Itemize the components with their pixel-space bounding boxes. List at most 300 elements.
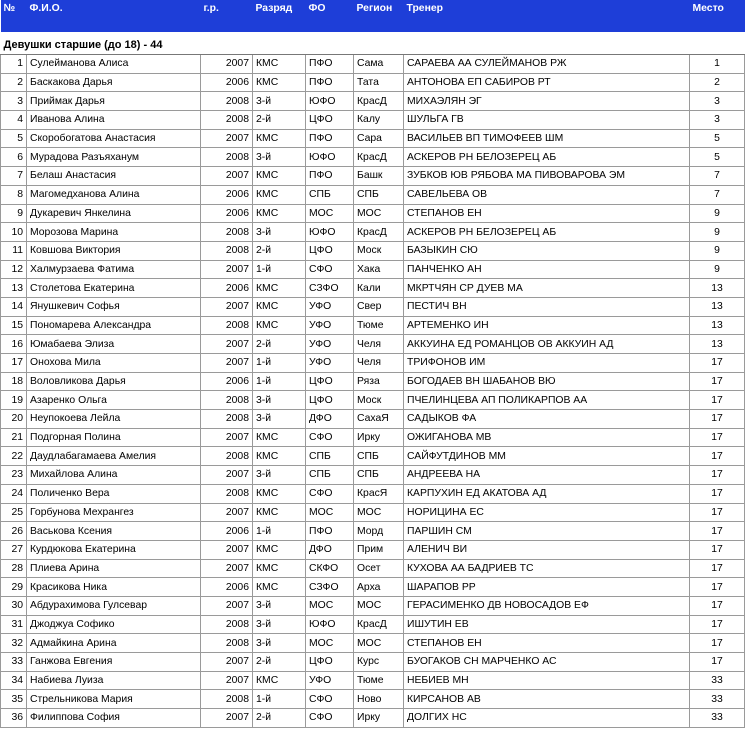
cell-coach: САЙФУТДИНОВ ММ [404, 447, 690, 466]
cell-name: Иванова Алина [27, 111, 201, 130]
table-row [1, 653, 745, 672]
cell-num: 5 [1, 129, 27, 148]
cell-place: 13 [690, 297, 745, 316]
cell-coach: БОГОДАЕВ ВН ШАБАНОВ ВЮ [404, 372, 690, 391]
cell-coach: ДОЛГИХ НС [404, 709, 690, 728]
cell-coach: АРТЕМЕНКО ИН [404, 316, 690, 335]
cell-name: Васькова Ксения [27, 522, 201, 541]
cell-coach: АСКЕРОВ РН БЕЛОЗЕРЕЦ АБ [404, 148, 690, 167]
cell-year: 2007 [201, 260, 253, 279]
cell-rank: КМС [253, 55, 306, 74]
cell-fo: ЦФО [306, 241, 354, 260]
cell-year: 2008 [201, 484, 253, 503]
group-title-row [1, 36, 745, 55]
cell-year: 2006 [201, 204, 253, 223]
cell-place: 17 [690, 540, 745, 559]
cell-num: 10 [1, 223, 27, 242]
cell-coach: КИРСАНОВ АВ [404, 690, 690, 709]
cell-rank: КМС [253, 129, 306, 148]
cell-rank: 2-й [253, 111, 306, 130]
cell-coach: МКРТЧЯН СР ДУЕВ МА [404, 279, 690, 298]
cell-fo: ЦФО [306, 653, 354, 672]
cell-name: Янушкевич Софья [27, 297, 201, 316]
cell-name: Юмабаева Элиза [27, 335, 201, 354]
cell-region: Челя [354, 354, 404, 373]
cell-region: Арха [354, 578, 404, 597]
cell-year: 2007 [201, 559, 253, 578]
cell-rank: 1-й [253, 522, 306, 541]
cell-rank: КМС [253, 279, 306, 298]
cell-name: Мурадова Разъяханум [27, 148, 201, 167]
cell-place: 13 [690, 335, 745, 354]
cell-fo: ЮФО [306, 615, 354, 634]
cell-place: 3 [690, 111, 745, 130]
cell-region: КрасД [354, 92, 404, 111]
table-row [1, 540, 745, 559]
cell-fo: УФО [306, 335, 354, 354]
cell-fo: МОС [306, 596, 354, 615]
cell-place: 17 [690, 391, 745, 410]
table-row [1, 559, 745, 578]
cell-region: Ново [354, 690, 404, 709]
cell-place: 1 [690, 55, 745, 74]
cell-name: Адмайкина Арина [27, 634, 201, 653]
table-row [1, 185, 745, 204]
table-row [1, 129, 745, 148]
cell-place: 17 [690, 447, 745, 466]
cell-fo: ДФО [306, 410, 354, 429]
cell-num: 33 [1, 653, 27, 672]
cell-rank: КМС [253, 540, 306, 559]
cell-name: Горбунова Мехрангез [27, 503, 201, 522]
cell-num: 19 [1, 391, 27, 410]
cell-num: 35 [1, 690, 27, 709]
cell-year: 2008 [201, 391, 253, 410]
cell-region: Ирку [354, 428, 404, 447]
cell-region: СПБ [354, 185, 404, 204]
cell-num: 13 [1, 279, 27, 298]
cell-place: 9 [690, 241, 745, 260]
cell-region: Тюме [354, 316, 404, 335]
cell-num: 21 [1, 428, 27, 447]
cell-region: Сама [354, 55, 404, 74]
cell-region: Прим [354, 540, 404, 559]
cell-rank: КМС [253, 204, 306, 223]
cell-place: 17 [690, 522, 745, 541]
cell-region: Курс [354, 653, 404, 672]
table-row [1, 354, 745, 373]
cell-coach: ПАРШИН СМ [404, 522, 690, 541]
cell-coach: ИШУТИН ЕВ [404, 615, 690, 634]
cell-year: 2007 [201, 428, 253, 447]
cell-coach: КАРПУХИН ЕД АКАТОВА АД [404, 484, 690, 503]
cell-fo: ПФО [306, 73, 354, 92]
cell-year: 2008 [201, 690, 253, 709]
cell-num: 28 [1, 559, 27, 578]
cell-rank: КМС [253, 73, 306, 92]
cell-name: Халмурзаева Фатима [27, 260, 201, 279]
cell-fo: МОС [306, 634, 354, 653]
table-row [1, 709, 745, 728]
cell-name: Михайлова Алина [27, 466, 201, 485]
cell-rank: 3-й [253, 410, 306, 429]
cell-year: 2007 [201, 167, 253, 186]
cell-name: Подгорная Полина [27, 428, 201, 447]
cell-year: 2007 [201, 671, 253, 690]
cell-year: 2006 [201, 578, 253, 597]
cell-year: 2007 [201, 297, 253, 316]
cell-coach: ПЧЕЛИНЦЕВА АП ПОЛИКАРПОВ АА [404, 391, 690, 410]
cell-coach: ПАНЧЕНКО АН [404, 260, 690, 279]
cell-place: 33 [690, 671, 745, 690]
cell-name: Красикова Ника [27, 578, 201, 597]
cell-coach: МИХАЭЛЯН ЭГ [404, 92, 690, 111]
table-row [1, 297, 745, 316]
cell-rank: 3-й [253, 92, 306, 111]
cell-name: Столетова Екатерина [27, 279, 201, 298]
cell-fo: СЗФО [306, 279, 354, 298]
table-row [1, 578, 745, 597]
cell-region: КрасД [354, 223, 404, 242]
cell-rank: 3-й [253, 615, 306, 634]
cell-rank: 1-й [253, 260, 306, 279]
cell-num: 8 [1, 185, 27, 204]
cell-num: 22 [1, 447, 27, 466]
table-row [1, 391, 745, 410]
cell-year: 2008 [201, 92, 253, 111]
table-row [1, 111, 745, 130]
cell-place: 17 [690, 634, 745, 653]
cell-name: Набиева Луиза [27, 671, 201, 690]
cell-name: Сулейманова Алиса [27, 55, 201, 74]
cell-fo: ЦФО [306, 391, 354, 410]
cell-num: 15 [1, 316, 27, 335]
cell-place: 17 [690, 503, 745, 522]
cell-name: Азаренко Ольга [27, 391, 201, 410]
cell-place: 17 [690, 428, 745, 447]
cell-name: Даудлабагамаева Амелия [27, 447, 201, 466]
cell-num: 24 [1, 484, 27, 503]
cell-fo: СФО [306, 484, 354, 503]
table-row [1, 466, 745, 485]
cell-rank: КМС [253, 185, 306, 204]
table-row [1, 204, 745, 223]
cell-place: 17 [690, 354, 745, 373]
cell-fo: ЮФО [306, 223, 354, 242]
cell-place: 3 [690, 92, 745, 111]
cell-place: 7 [690, 167, 745, 186]
cell-name: Ганжова Евгения [27, 653, 201, 672]
cell-year: 2008 [201, 447, 253, 466]
table-row [1, 503, 745, 522]
cell-fo: ПФО [306, 55, 354, 74]
cell-place: 7 [690, 185, 745, 204]
cell-name: Приймак Дарья [27, 92, 201, 111]
cell-place: 17 [690, 559, 745, 578]
cell-place: 17 [690, 578, 745, 597]
cell-rank: 2-й [253, 653, 306, 672]
cell-rank: 3-й [253, 223, 306, 242]
cell-name: Воловликова Дарья [27, 372, 201, 391]
cell-place: 13 [690, 279, 745, 298]
cell-coach: КУХОВА АА БАДРИЕВ ТС [404, 559, 690, 578]
cell-fo: ЦФО [306, 111, 354, 130]
cell-num: 20 [1, 410, 27, 429]
cell-num: 32 [1, 634, 27, 653]
cell-num: 26 [1, 522, 27, 541]
cell-year: 2007 [201, 335, 253, 354]
cell-region: МОС [354, 634, 404, 653]
cell-year: 2006 [201, 279, 253, 298]
cell-rank: КМС [253, 428, 306, 447]
cell-fo: СФО [306, 709, 354, 728]
table-row [1, 55, 745, 74]
table-row [1, 690, 745, 709]
cell-year: 2006 [201, 73, 253, 92]
cell-year: 2008 [201, 148, 253, 167]
cell-year: 2008 [201, 316, 253, 335]
cell-rank: 3-й [253, 148, 306, 167]
cell-region: СахаЯ [354, 410, 404, 429]
cell-fo: ДФО [306, 540, 354, 559]
cell-fo: СФО [306, 260, 354, 279]
cell-name: Абдурахимова Гулсевар [27, 596, 201, 615]
cell-place: 17 [690, 466, 745, 485]
cell-num: 31 [1, 615, 27, 634]
cell-coach: ШУЛЬГА ГВ [404, 111, 690, 130]
cell-fo: ЮФО [306, 92, 354, 111]
cell-coach: АСКЕРОВ РН БЕЛОЗЕРЕЦ АБ [404, 223, 690, 242]
header-num: № [1, 0, 27, 32]
cell-place: 17 [690, 410, 745, 429]
cell-fo: СФО [306, 428, 354, 447]
cell-place: 5 [690, 148, 745, 167]
cell-coach: ЗУБКОВ ЮВ РЯБОВА МА ПИВОВАРОВА ЭМ [404, 167, 690, 186]
cell-num: 12 [1, 260, 27, 279]
table-row [1, 428, 745, 447]
cell-year: 2007 [201, 354, 253, 373]
cell-place: 2 [690, 73, 745, 92]
cell-place: 9 [690, 204, 745, 223]
cell-rank: 3-й [253, 466, 306, 485]
cell-place: 17 [690, 653, 745, 672]
cell-num: 1 [1, 55, 27, 74]
cell-num: 14 [1, 297, 27, 316]
cell-place: 17 [690, 615, 745, 634]
cell-num: 17 [1, 354, 27, 373]
cell-region: Кали [354, 279, 404, 298]
table-row [1, 634, 745, 653]
cell-rank: 3-й [253, 596, 306, 615]
cell-year: 2007 [201, 653, 253, 672]
cell-rank: 3-й [253, 391, 306, 410]
cell-region: КрасЯ [354, 484, 404, 503]
cell-name: Пономарева Александра [27, 316, 201, 335]
header-name: Ф.И.О. [27, 0, 201, 32]
cell-place: 13 [690, 316, 745, 335]
cell-fo: УФО [306, 316, 354, 335]
cell-fo: ПФО [306, 522, 354, 541]
cell-fo: МОС [306, 204, 354, 223]
header-region: Регион [354, 0, 404, 32]
cell-name: Джоджуа Софико [27, 615, 201, 634]
cell-fo: СКФО [306, 559, 354, 578]
cell-coach: САДЫКОВ ФА [404, 410, 690, 429]
cell-coach: САВЕЛЬЕВА ОВ [404, 185, 690, 204]
cell-num: 11 [1, 241, 27, 260]
cell-rank: КМС [253, 447, 306, 466]
cell-fo: ПФО [306, 129, 354, 148]
table-row [1, 671, 745, 690]
cell-coach: АНТОНОВА ЕП САБИРОВ РТ [404, 73, 690, 92]
cell-name: Скоробогатова Анастасия [27, 129, 201, 148]
cell-name: Ковшова Виктория [27, 241, 201, 260]
cell-region: МОС [354, 596, 404, 615]
cell-region: Морд [354, 522, 404, 541]
cell-num: 34 [1, 671, 27, 690]
header-fo: ФО [306, 0, 354, 32]
cell-fo: ПФО [306, 167, 354, 186]
cell-num: 29 [1, 578, 27, 597]
cell-name: Магомедханова Алина [27, 185, 201, 204]
cell-rank: 1-й [253, 372, 306, 391]
cell-region: Ирку [354, 709, 404, 728]
header-year: г.р. [201, 0, 253, 32]
cell-rank: 2-й [253, 335, 306, 354]
table-row [1, 522, 745, 541]
cell-rank: КМС [253, 578, 306, 597]
cell-place: 5 [690, 129, 745, 148]
cell-coach: НОРИЦИНА ЕС [404, 503, 690, 522]
cell-region: МОС [354, 204, 404, 223]
cell-rank: КМС [253, 503, 306, 522]
cell-num: 2 [1, 73, 27, 92]
cell-num: 3 [1, 92, 27, 111]
cell-name: Курдюкова Екатерина [27, 540, 201, 559]
group-title: Девушки старшие (до 18) - 44 [1, 36, 745, 55]
cell-year: 2007 [201, 540, 253, 559]
table-row [1, 73, 745, 92]
cell-year: 2007 [201, 709, 253, 728]
cell-year: 2007 [201, 503, 253, 522]
cell-rank: 2-й [253, 709, 306, 728]
cell-name: Дукаревич Янкелина [27, 204, 201, 223]
cell-fo: СПБ [306, 185, 354, 204]
header-row [1, 0, 745, 32]
cell-rank: КМС [253, 559, 306, 578]
cell-region: Моск [354, 241, 404, 260]
table-row [1, 484, 745, 503]
cell-fo: СЗФО [306, 578, 354, 597]
cell-year: 2007 [201, 55, 253, 74]
cell-region: Ряза [354, 372, 404, 391]
cell-name: Стрельникова Мария [27, 690, 201, 709]
table-row [1, 316, 745, 335]
header-coach: Тренер [404, 0, 690, 32]
cell-year: 2006 [201, 185, 253, 204]
cell-coach: ГЕРАСИМЕНКО ДВ НОВОСАДОВ ЕФ [404, 596, 690, 615]
cell-rank: 3-й [253, 634, 306, 653]
cell-fo: УФО [306, 354, 354, 373]
cell-coach: ТРИФОНОВ ИМ [404, 354, 690, 373]
cell-name: Неупокоева Лейла [27, 410, 201, 429]
cell-coach: СТЕПАНОВ ЕН [404, 634, 690, 653]
table-row [1, 615, 745, 634]
cell-fo: УФО [306, 671, 354, 690]
cell-region: КрасД [354, 148, 404, 167]
cell-fo: СПБ [306, 447, 354, 466]
cell-name: Поличенко Вера [27, 484, 201, 503]
cell-fo: ЮФО [306, 148, 354, 167]
cell-place: 33 [690, 709, 745, 728]
cell-rank: КМС [253, 484, 306, 503]
cell-place: 9 [690, 223, 745, 242]
cell-region: КрасД [354, 615, 404, 634]
cell-fo: СФО [306, 690, 354, 709]
cell-num: 4 [1, 111, 27, 130]
cell-region: Свер [354, 297, 404, 316]
cell-place: 33 [690, 690, 745, 709]
cell-name: Белаш Анастасия [27, 167, 201, 186]
cell-region: Тата [354, 73, 404, 92]
table-row [1, 372, 745, 391]
cell-year: 2006 [201, 372, 253, 391]
cell-name: Морозова Марина [27, 223, 201, 242]
cell-region: СПБ [354, 447, 404, 466]
cell-num: 7 [1, 167, 27, 186]
cell-region: Моск [354, 391, 404, 410]
cell-coach: ВАСИЛЬЕВ ВП ТИМОФЕЕВ ШМ [404, 129, 690, 148]
cell-year: 2008 [201, 410, 253, 429]
cell-region: Хака [354, 260, 404, 279]
cell-year: 2007 [201, 466, 253, 485]
cell-region: Осет [354, 559, 404, 578]
cell-coach: АЛЕНИЧ ВИ [404, 540, 690, 559]
cell-name: Филиппова София [27, 709, 201, 728]
cell-year: 2006 [201, 522, 253, 541]
cell-num: 27 [1, 540, 27, 559]
cell-region: Тюме [354, 671, 404, 690]
cell-num: 9 [1, 204, 27, 223]
cell-year: 2008 [201, 241, 253, 260]
header-rank: Разряд [253, 0, 306, 32]
cell-name: Баскакова Дарья [27, 73, 201, 92]
cell-rank: КМС [253, 671, 306, 690]
table-row [1, 92, 745, 111]
table-row [1, 148, 745, 167]
cell-coach: БАЗЫКИН СЮ [404, 241, 690, 260]
cell-num: 23 [1, 466, 27, 485]
cell-coach: АНДРЕЕВА НА [404, 466, 690, 485]
cell-rank: КМС [253, 297, 306, 316]
table-row [1, 447, 745, 466]
table-row [1, 335, 745, 354]
cell-num: 30 [1, 596, 27, 615]
cell-num: 16 [1, 335, 27, 354]
cell-coach: ОЖИГАНОВА МВ [404, 428, 690, 447]
cell-place: 17 [690, 372, 745, 391]
cell-num: 18 [1, 372, 27, 391]
cell-year: 2008 [201, 223, 253, 242]
cell-num: 6 [1, 148, 27, 167]
cell-coach: НЕБИЕВ МН [404, 671, 690, 690]
cell-fo: ЦФО [306, 372, 354, 391]
cell-num: 36 [1, 709, 27, 728]
cell-rank: КМС [253, 316, 306, 335]
cell-year: 2008 [201, 615, 253, 634]
cell-year: 2007 [201, 596, 253, 615]
header-place: Место [690, 0, 745, 32]
